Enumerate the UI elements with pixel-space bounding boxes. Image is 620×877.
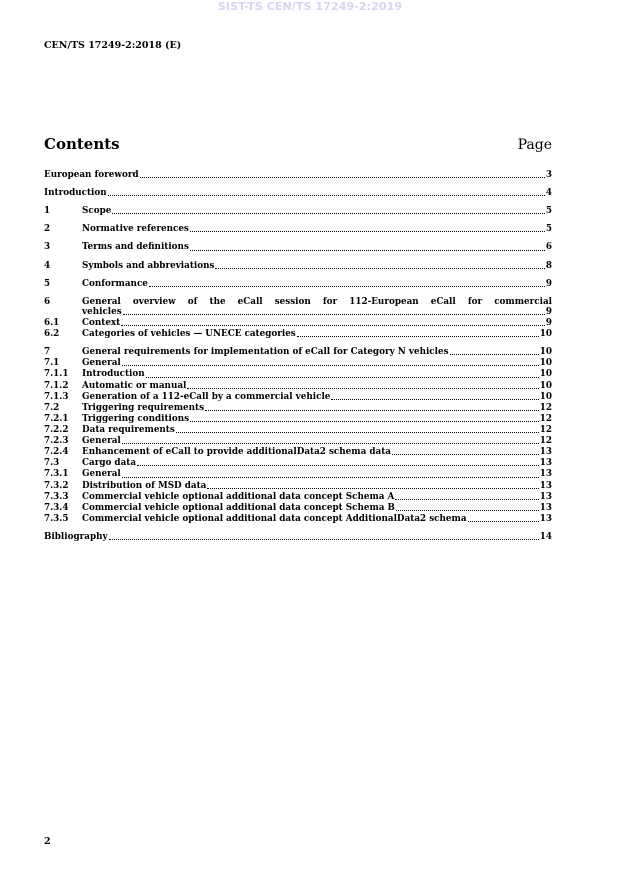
toc-entry-7-3-2-distribution[interactable] [44, 481, 552, 491]
leader-dots [396, 509, 539, 511]
toc-entry-title: General [82, 436, 121, 447]
toc-entry-number: 6.1 [44, 317, 60, 328]
toc-entry-7-3-1-general[interactable] [44, 469, 552, 479]
toc-entry-page: 9 [545, 278, 552, 289]
toc-entry-number: 1 [44, 206, 51, 217]
toc-entry-symbols-and-abbreviations[interactable] [44, 261, 552, 271]
toc-entry-page: 10 [539, 347, 552, 358]
toc-entry-7-2-4-enhancement[interactable] [44, 447, 552, 457]
toc-entry-number: 7.3.1 [44, 469, 69, 480]
toc-entry-page: 9 [545, 306, 552, 317]
leader-dots [109, 538, 539, 540]
toc-entry-number: 6.2 [44, 329, 60, 340]
toc-entry-page: 13 [539, 513, 552, 524]
toc-entry-european-foreword[interactable] [44, 170, 552, 180]
toc-entry-number: 7.2.3 [44, 436, 69, 447]
leader-dots [146, 376, 539, 378]
toc-entry-title: Symbols and abbreviations [82, 260, 215, 271]
leader-dots [176, 431, 539, 433]
toc-entry-7-3-cargo-data[interactable] [44, 458, 552, 468]
leader-dots [140, 176, 545, 178]
toc-entry-number: 7.2.2 [44, 424, 69, 435]
toc-entry-title: European foreword [44, 170, 139, 180]
toc-entry-title-line2: vehicles [82, 306, 122, 317]
leader-dots [190, 249, 545, 251]
toc-entry-title: Context [82, 317, 121, 328]
leader-dots [331, 398, 538, 400]
toc-entry-7-2-3-general[interactable] [44, 436, 552, 446]
toc-entry-page: 10 [539, 391, 552, 402]
toc-entry-page: 4 [545, 188, 552, 199]
toc-entry-title: Scope [82, 206, 112, 217]
leader-dots [122, 364, 539, 366]
toc-entry-7-3-3-schema-a[interactable] [44, 492, 552, 502]
page-number: 2 [44, 836, 51, 847]
toc-entry-title: Data requirements [82, 424, 175, 435]
toc-entry-page: 13 [539, 491, 552, 502]
toc-entry-context[interactable] [44, 318, 552, 328]
leader-dots [297, 335, 539, 337]
toc-entry-page: 10 [539, 358, 552, 369]
toc-entry-title: Commercial vehicle optional additional data concept AdditionalData2 schema [82, 513, 467, 524]
leader-dots [205, 409, 539, 411]
toc-entry-page: 6 [545, 242, 552, 253]
toc-entry-title: Terms and definitions [82, 242, 189, 253]
toc-entry-title: Introduction [82, 369, 145, 380]
toc-entry-title: Conformance [82, 278, 148, 289]
toc-entry-page: 3 [545, 170, 552, 180]
toc-entry-bibliography[interactable] [44, 532, 552, 542]
leader-dots [137, 464, 539, 466]
toc-entry-page: 10 [539, 329, 552, 340]
leader-dots [123, 313, 545, 315]
toc-entry-page: 12 [539, 402, 552, 413]
toc-entry-number: 7.1.3 [44, 391, 69, 402]
toc-entry-number: 7.3.4 [44, 502, 69, 513]
toc-entry-7-1-3-generation[interactable] [44, 392, 552, 402]
leader-dots [468, 520, 539, 522]
toc-entry-page: 14 [539, 531, 552, 542]
leader-dots [149, 285, 545, 287]
page-column-label: Page [517, 137, 552, 153]
toc-entry-title: General [82, 469, 121, 480]
toc-entry-page: 10 [539, 369, 552, 380]
leader-dots [108, 194, 545, 196]
toc-entry-title: Automatic or manual [82, 380, 187, 391]
toc-entry-title-line1: General overview of the eCall session for 112-European eCall for commercial [82, 296, 552, 307]
toc-entry-number: 4 [44, 260, 51, 271]
toc-entry-number: 7.3 [44, 458, 60, 469]
toc-entry-scope[interactable] [44, 206, 552, 216]
toc-entry-title: General [82, 358, 121, 369]
toc-entry-page: 5 [545, 224, 552, 235]
document-id: CEN/TS 17249-2:2018 (E) [44, 40, 182, 51]
toc-entry-page: 5 [545, 206, 552, 217]
toc-entry-number: 2 [44, 224, 51, 235]
toc-entry-page: 12 [539, 413, 552, 424]
contents-heading [44, 135, 552, 153]
leader-dots [392, 453, 539, 455]
toc-entry-title: Generation of a 112-eCall by a commercial vehicle [82, 391, 331, 402]
toc-entry-7-1-general[interactable] [44, 358, 552, 368]
toc-entry-page: 12 [539, 436, 552, 447]
leader-dots [122, 476, 539, 478]
toc-entry-general-overview[interactable] [44, 297, 552, 317]
toc-entry-title: Triggering requirements [82, 402, 205, 413]
toc-entry-terms-and-definitions[interactable] [44, 242, 552, 252]
toc-entry-page: 8 [545, 260, 552, 271]
toc-entry-7-3-5-additionaldata2[interactable] [44, 514, 552, 524]
toc-entry-page: 13 [539, 458, 552, 469]
watermark: SIST-TS CEN/TS 17249-2:2019 [217, 0, 403, 13]
toc-entry-7-3-4-schema-b[interactable] [44, 503, 552, 513]
leader-dots [122, 442, 539, 444]
toc-entry-title: Distribution of MSD data [82, 480, 207, 491]
toc-entry-page: 13 [539, 502, 552, 513]
toc-entry-title: Normative references [82, 224, 189, 235]
leader-dots [450, 353, 539, 355]
toc-entry-7-2-1-triggering-conditions[interactable] [44, 414, 552, 424]
toc-entry-page: 9 [545, 317, 552, 328]
table-of-contents [44, 170, 552, 542]
toc-entry-number: 7.2.4 [44, 447, 69, 458]
toc-entry-title: Commercial vehicle optional additional data concept Schema A [82, 491, 395, 502]
toc-entry-title: Categories of vehicles — UNECE categories [82, 329, 296, 340]
leader-dots [207, 487, 538, 489]
leader-dots [215, 267, 544, 269]
toc-entry-7-1-1-introduction[interactable] [44, 369, 552, 379]
toc-entry-number: 6 [44, 296, 51, 307]
toc-entry-title: Bibliography [44, 531, 108, 542]
toc-entry-number: 7 [44, 347, 51, 358]
toc-entry-title: Commercial vehicle optional additional data concept Schema B [82, 502, 395, 513]
toc-entry-number: 5 [44, 278, 51, 289]
toc-entry-number: 7.1.2 [44, 380, 69, 391]
toc-entry-page: 10 [539, 380, 552, 391]
toc-entry-number: 7.2 [44, 402, 60, 413]
toc-entry-title: Cargo data [82, 458, 137, 469]
contents-title: Contents [44, 135, 120, 153]
toc-entry-page: 13 [539, 447, 552, 458]
toc-entry-number: 7.3.2 [44, 480, 69, 491]
toc-entry-number: 3 [44, 242, 51, 253]
toc-entry-conformance[interactable] [44, 279, 552, 289]
toc-entry-number: 7.2.1 [44, 413, 69, 424]
toc-entry-introduction[interactable] [44, 188, 552, 198]
toc-entry-7-2-triggering-requirements[interactable] [44, 403, 552, 413]
leader-dots [395, 498, 538, 500]
leader-dots [121, 324, 545, 326]
toc-entry-number: 7.1 [44, 358, 60, 369]
leader-dots [190, 420, 539, 422]
toc-entry-title: Enhancement of eCall to provide additionalData2 schema data [82, 447, 391, 458]
toc-entry-number: 7.3.5 [44, 513, 69, 524]
toc-entry-page: 12 [539, 424, 552, 435]
toc-entry-categories-of-vehicles[interactable] [44, 329, 552, 339]
toc-entry-general-requirements[interactable] [44, 347, 552, 357]
leader-dots [190, 230, 545, 232]
toc-entry-page: 13 [539, 469, 552, 480]
toc-entry-7-1-2-automatic-or-manual[interactable] [44, 381, 552, 391]
leader-dots [187, 387, 538, 389]
toc-entry-title: Triggering conditions [82, 413, 190, 424]
toc-entry-page: 13 [539, 480, 552, 491]
toc-entry-number: 7.3.3 [44, 491, 69, 502]
leader-dots [112, 212, 545, 214]
toc-entry-title: General requirements for implementation of eCall for Category N vehicles [82, 347, 449, 358]
toc-entry-number: 7.1.1 [44, 369, 69, 380]
toc-entry-normative-references[interactable] [44, 224, 552, 234]
toc-entry-title: Introduction [44, 188, 107, 199]
toc-entry-7-2-2-data-requirements[interactable] [44, 425, 552, 435]
